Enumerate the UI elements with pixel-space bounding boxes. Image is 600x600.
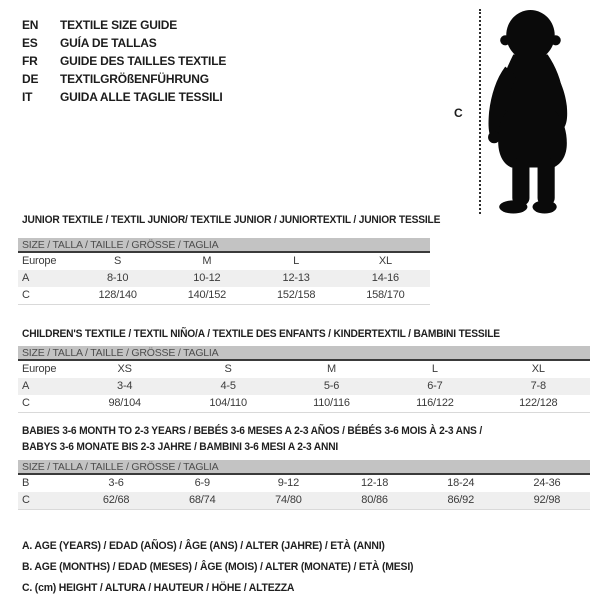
children-table-title: CHILDREN'S TEXTILE / TEXTIL NIÑO/A / TEXTILE DES ENFANTS / KINDERTEXTIL / BAMBINI TESSILE (22, 328, 500, 340)
table-cell: M (202, 255, 212, 267)
language-row (22, 52, 226, 70)
table-row (18, 492, 590, 509)
table-cell: 14-16 (371, 272, 399, 284)
note-age-years: A. AGE (YEARS) / EDAD (AÑOS) / ÂGE (ANS) / ALTER (JAHRE) / ETÀ (ANNI) (22, 540, 385, 552)
language-code: DE (22, 72, 39, 86)
table-cell: 10-12 (193, 272, 221, 284)
table-row (18, 287, 430, 304)
language-title: TEXTILE SIZE GUIDE (60, 18, 178, 32)
language-row (22, 70, 226, 88)
table-row (18, 270, 430, 287)
table-cell: 74/80 (275, 494, 302, 506)
table-cell: 98/104 (108, 397, 141, 409)
language-row (22, 34, 226, 52)
toddler-silhouette-image (484, 8, 582, 215)
table-cell: 152/158 (276, 289, 316, 301)
table-cell: 86/92 (447, 494, 474, 506)
table-row (18, 475, 590, 492)
table-cell: 140/152 (187, 289, 227, 301)
junior-size-table (18, 238, 430, 305)
table-cell: 62/68 (102, 494, 130, 506)
table-cell: S (224, 363, 232, 375)
language-title: GUIDE DES TAILLES TEXTILE (60, 54, 227, 68)
note-age-months: B. AGE (MONTHS) / EDAD (MESES) / ÂGE (MOIS) / ALTER (MONATE) / ETÀ (MESI) (22, 561, 414, 573)
children-size-table (18, 346, 590, 413)
table-cell: 3-6 (108, 477, 124, 489)
language-code: FR (22, 54, 38, 68)
table-cell: 18-24 (447, 477, 475, 489)
table-cell: 110/116 (313, 397, 350, 409)
language-row (22, 16, 226, 34)
junior-table-title: JUNIOR TEXTILE / TEXTIL JUNIOR/ TEXTILE JUNIOR / JUNIORTEXTIL / JUNIOR TESSILE (22, 214, 441, 226)
table-cell: 158/170 (366, 289, 405, 301)
language-code: IT (22, 90, 33, 104)
language-title-list (22, 16, 226, 106)
language-title: GUÍA DE TALLAS (60, 36, 157, 50)
language-code: EN (22, 18, 39, 32)
table-cell: 6-7 (427, 380, 443, 392)
row-label: Europe (22, 255, 57, 267)
table-cell: 3-4 (117, 380, 133, 392)
table-cell: 9-12 (277, 477, 300, 489)
table-cell: 104/110 (209, 397, 247, 409)
row-label: A (22, 380, 30, 392)
table-cell: S (114, 255, 122, 267)
table-rows (18, 475, 590, 509)
row-label: C (22, 494, 30, 506)
size-header-bar: SIZE / TALLA / TAILLE / GRÖSSE / TAGLIA (18, 238, 430, 253)
table-cell: 12-13 (282, 272, 310, 284)
table-cell: 122/128 (519, 397, 558, 409)
row-label: C (22, 397, 30, 409)
table-cell: 12-18 (361, 477, 389, 489)
measure-key-notes (22, 536, 434, 599)
height-measure-label: C (454, 106, 463, 120)
table-cell: 5-6 (323, 380, 340, 392)
table-cell: 6-9 (194, 477, 210, 489)
table-cell: 4-5 (220, 380, 236, 392)
table-row (18, 395, 590, 412)
table-row (18, 253, 430, 270)
table-cell: XL (378, 255, 392, 267)
row-label: A (22, 272, 30, 284)
language-row (22, 88, 226, 106)
size-header-bar: SIZE / TALLA / TAILLE / GRÖSSE / TAGLIA (18, 460, 590, 475)
note-height-cm: C. (cm) HEIGHT / ALTURA / HAUTEUR / HÖHE / ALTEZZA (22, 582, 295, 594)
language-title: TEXTILGRÖßENFÜHRUNG (60, 72, 209, 86)
table-cell: L (431, 363, 438, 375)
table-cell: L (293, 255, 300, 267)
size-header-bar: SIZE / TALLA / TAILLE / GRÖSSE / TAGLIA (18, 346, 590, 361)
language-title: GUIDA ALLE TAGLIE TESSILI (60, 90, 223, 104)
babies-size-table (18, 460, 590, 510)
table-cell: XL (531, 363, 545, 375)
table-row (18, 378, 590, 395)
table-cell: 80/86 (361, 494, 388, 506)
table-cell: 116/122 (416, 397, 454, 409)
table-cell: 68/74 (188, 494, 216, 506)
babies-table-title (22, 423, 482, 455)
table-cell: 24-36 (533, 477, 561, 489)
language-code: ES (22, 36, 38, 50)
table-cell: 92/98 (533, 494, 561, 506)
height-dotted-line (479, 9, 481, 214)
row-label: Europe (22, 363, 57, 375)
table-rows (18, 361, 590, 412)
table-cell: 7-8 (530, 380, 546, 392)
table-cell: 8-10 (107, 272, 129, 284)
row-label: C (22, 289, 30, 301)
height-measure-figure (450, 5, 598, 217)
table-cell: M (327, 363, 336, 375)
table-rows (18, 253, 430, 304)
babies-title-line1: BABIES 3-6 MONTH TO 2-3 YEARS / BEBÉS 3-6 MESES A 2-3 AÑOS / BÉBÉS 3-6 MOIS À 2-3 ANS / (22, 425, 483, 437)
table-cell: XS (117, 363, 132, 375)
babies-title-line2: BABYS 3-6 MONATE BIS 2-3 JAHRE / BAMBINI 3-6 MESI A 2-3 ANNI (22, 441, 339, 453)
table-row (18, 361, 590, 378)
table-cell: 128/140 (98, 289, 137, 301)
row-label: B (22, 477, 30, 489)
